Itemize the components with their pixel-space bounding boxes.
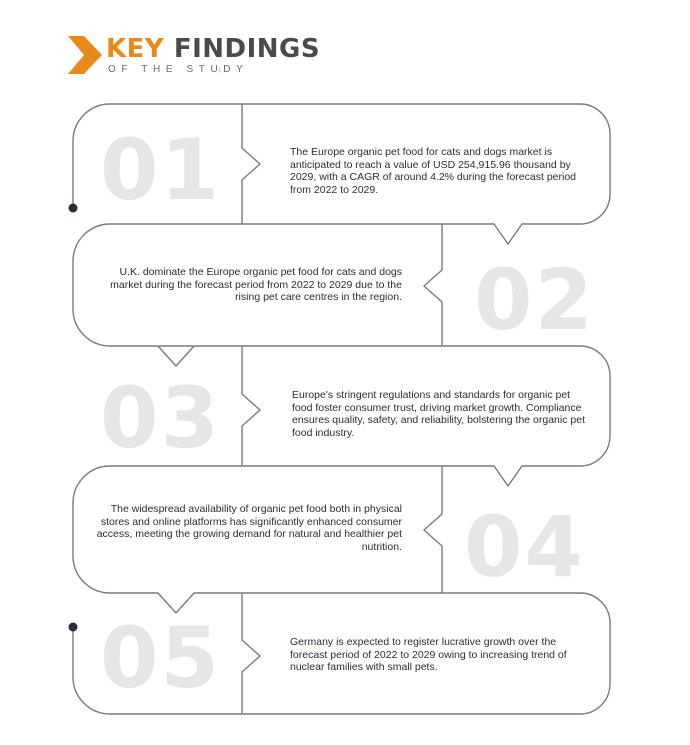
divider-2 bbox=[424, 224, 442, 346]
title-key: KEY bbox=[106, 34, 165, 64]
divider-4 bbox=[424, 466, 442, 593]
page-subtitle: OF THE STUDY bbox=[108, 64, 249, 75]
finding-number-4: 04 bbox=[464, 498, 585, 596]
rail-dot-bottom bbox=[69, 623, 78, 632]
finding-number-3: 03 bbox=[100, 369, 221, 467]
finding-text-3: Europe's stringent regulations and standards for organic pet food foster consumer trust, driving market growth. Compliance ensures quality, safety, and reliability, bolstering the organic pet food industry. bbox=[292, 389, 585, 439]
divider-1 bbox=[242, 104, 260, 224]
title-findings: FINDINGS bbox=[173, 34, 321, 64]
rail-dot-top bbox=[69, 204, 78, 213]
finding-number-1: 01 bbox=[100, 121, 221, 219]
finding-text-2: U.K. dominate the Europe organic pet food for cats and dogs market during the forecast period from 2022 to 2029 due to the rising pet care centres in the region. bbox=[110, 266, 402, 304]
finding-number-2: 02 bbox=[474, 251, 595, 349]
finding-text-1: The Europe organic pet food for cats and dogs market is anticipated to reach a value of USD 254,915.96 thousand by 2029, with a CAGR of around 4.2% during the forecast period from 2022 to 2029. bbox=[290, 146, 577, 196]
finding-text-5: Germany is expected to register lucrative growth over the forecast period of 2022 to 2029 owing to increasing trend of nuclear families with small pets. bbox=[290, 636, 567, 674]
finding-text-4: The widespread availability of organic pet food both in physical stores and online platforms has significantly enhanced consumer access, meeting the growing demand for natural and healthier pet nutrition. bbox=[96, 503, 402, 553]
divider-3 bbox=[242, 346, 260, 466]
divider-5 bbox=[242, 593, 260, 714]
finding-number-5: 05 bbox=[100, 609, 221, 707]
